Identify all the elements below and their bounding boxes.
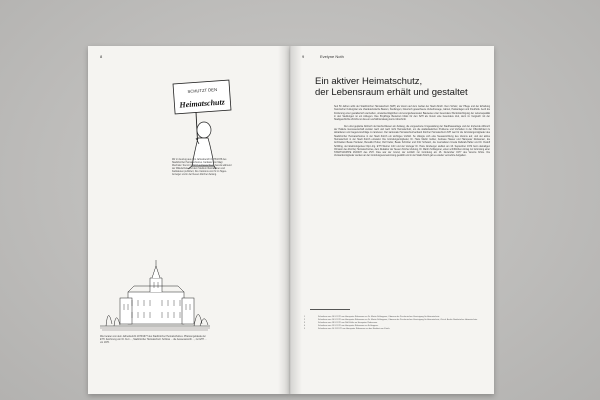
footnote-number: 4 — [304, 324, 306, 327]
running-head-author: Evelyne Noth — [320, 54, 344, 59]
castle-illustration — [100, 246, 210, 332]
right-page — [290, 46, 494, 394]
chapter-title-line-2: der Lebensraum erhält und gestaltet — [315, 87, 468, 98]
footnote-text: Schreiben vom 16.9.1972 von Hanspeter Rebsamen an Dr. Martin Schlappner, Obmann der Zürcherischen Vereinigung für Heimatschutz, Zürich. Archiv Stadtzürcher Heimatschutz. — [318, 318, 478, 321]
footnote-number: 1 — [304, 316, 306, 318]
paragraph-2: Der einst geplante Abbruch der Escherhäuser am Zeltweg, die vorgesehene Umgestaltung der Stadthausanlage und der drohende Abbruch der Hallerie Genossenschaft wurden nach und nach nicht Heimatschutz, um die städtebaulichen Probleme und Vorhaben in der Öffentlichkeit zu debattieren und Gegenvorschläge zu lancieren. Der kantonale Heimatschutzverband Zürcher Heimatschutz ZVH war für die Gründungsmitglieder des Stadtzürcher Heimatschutzes in der Stadt Zürich ein wichtiges Vorbild. So drängte sich eine Neuausrichtung des Vereins auf, und der aktive Heimatschutz in der Stadt Zürich entstand. Die Gründungsmitglieder, Dr. Hans Martin Gubler, Andreas Hauser und Hanspeter Rebsamen, die Architekten Beate Hunkeler, Benedikt Huber, Rolf Keller, Beate Schnitter und Fritz Schwarz, die Journalisten Ursula Rellstab-Hafter und Dr. Rudolf Schilling, der Elektroingenieur Dipl.-Ing. ETH Werner Jöhr und der Verleger Dr. Hans Girsberger stellten am 16. September 1972 beim damaligen Obmann des Zürcher Heimatschutzes, dem Redaktor der Neuen Zürcher Zeitung, Dr. Martin Schlappner, einen schriftlichen Antrag zur Gründung einer STADTGRUPPE ZÜRICH des ZVH. Dies war der Grund, der letztlich zur Gründung am 16. Dezember 1977 des Vereins führte. Die Vorstandsmitglieder wurden an der Gründungsversammlung gewählt und in der Stadt Zürich gab es wieder vermehrte Aufgaben. — [334, 125, 490, 158]
footnote-number: 5 — [304, 327, 306, 330]
footnote-text: Schreiben vom 18.9.1972 von Rolf Keller an Hanspeter Rebsamen. — [318, 321, 378, 324]
sign-text-2: Heimatschutz — [179, 97, 226, 110]
page-number-right: 9 — [302, 54, 305, 59]
open-book — [88, 46, 494, 394]
cartoon-illustration — [168, 68, 234, 170]
footnote-number: 3 — [304, 321, 306, 324]
footnote-rule — [310, 309, 350, 310]
chapter-title — [315, 76, 485, 98]
figure-head — [197, 122, 211, 138]
chapter-title-line-1: Ein aktiver Heimatschutz, — [315, 76, 423, 87]
footnote-text: Schreiben vom 14.11.1972 von Hanspeter Rebsamen an den Stadtrat von Zürich. — [318, 327, 391, 330]
body-text — [334, 106, 490, 162]
footnote-text: Schreiben vom 19.9.1972 von Hanspeter Rebsamen an Schlappner. — [318, 324, 379, 327]
paragraph-1: Seit 50 Jahren wirkt der Stadtzürcher Heimatschutz (SZH) als Verein auf dem Gebiet der Stadt Zürich. Dem Schutz, der Pflege und der Erhaltung historischer Kulturgüter wie charakteristische Bauten, Siedlungen, historisch gewachsene Verkehrswege, Gärten, Parkanlagen und Friedhöfe. Auch die Förderung einer gestalterisch wertvollen, umweltverträglichen und energiebewussten Bauweise unter besonderer Berücksichtigung der Lebensqualität in den Siedlungen ist ein Anliegen. Das 50-jährige Bestehen bildet für den SZH als Verein eine besondere Zeit, denn im Vergleich mit der Stadtgeschichte Zürichs ist dies ein verhältnismässig kurzer Abschnitt. — [334, 106, 490, 122]
castle-caption: Wie beraten von dem Jahresbericht 1976/1977 des Stadtzürcher Heimatschutzes. Pflanzengebäude der ETH. Zeichnung von Dr. Kurt ..., Stadtzürcher Heimatschutz. Schloss ... die Aussenansicht ..., zur ETH ... um 1976. — [100, 336, 207, 345]
footnote-number: 2 — [304, 318, 306, 321]
footnote-item — [304, 328, 490, 331]
cartoon-caption: Wir im Auszug aus dem Jahresbericht 1976/1978 des Stadtzürcher Heimatschutzes. Karikatur von Magi Wechsler. Sie ist in Zürich aufgewachsen, bereits während der Mittelschule und dem Studium Illustrationen und Karikaturen publiziert, ihre Cartoons von ihr im Tages-Anzeiger und in der Neuen Zürcher Zeitung. — [172, 159, 232, 177]
left-page — [88, 46, 290, 394]
sign-text-1: SCHUTZT DEN — [187, 86, 218, 94]
page-number-left: 8 — [100, 54, 103, 59]
footnotes — [304, 316, 490, 331]
footnote-text: Schreiben vom 16.9.1972 von Hanspeter Rebsamen an Dr. Martin Schlappner, Obmann der Zürcherischen Vereinigung für Heimatschutz. — [318, 316, 440, 318]
